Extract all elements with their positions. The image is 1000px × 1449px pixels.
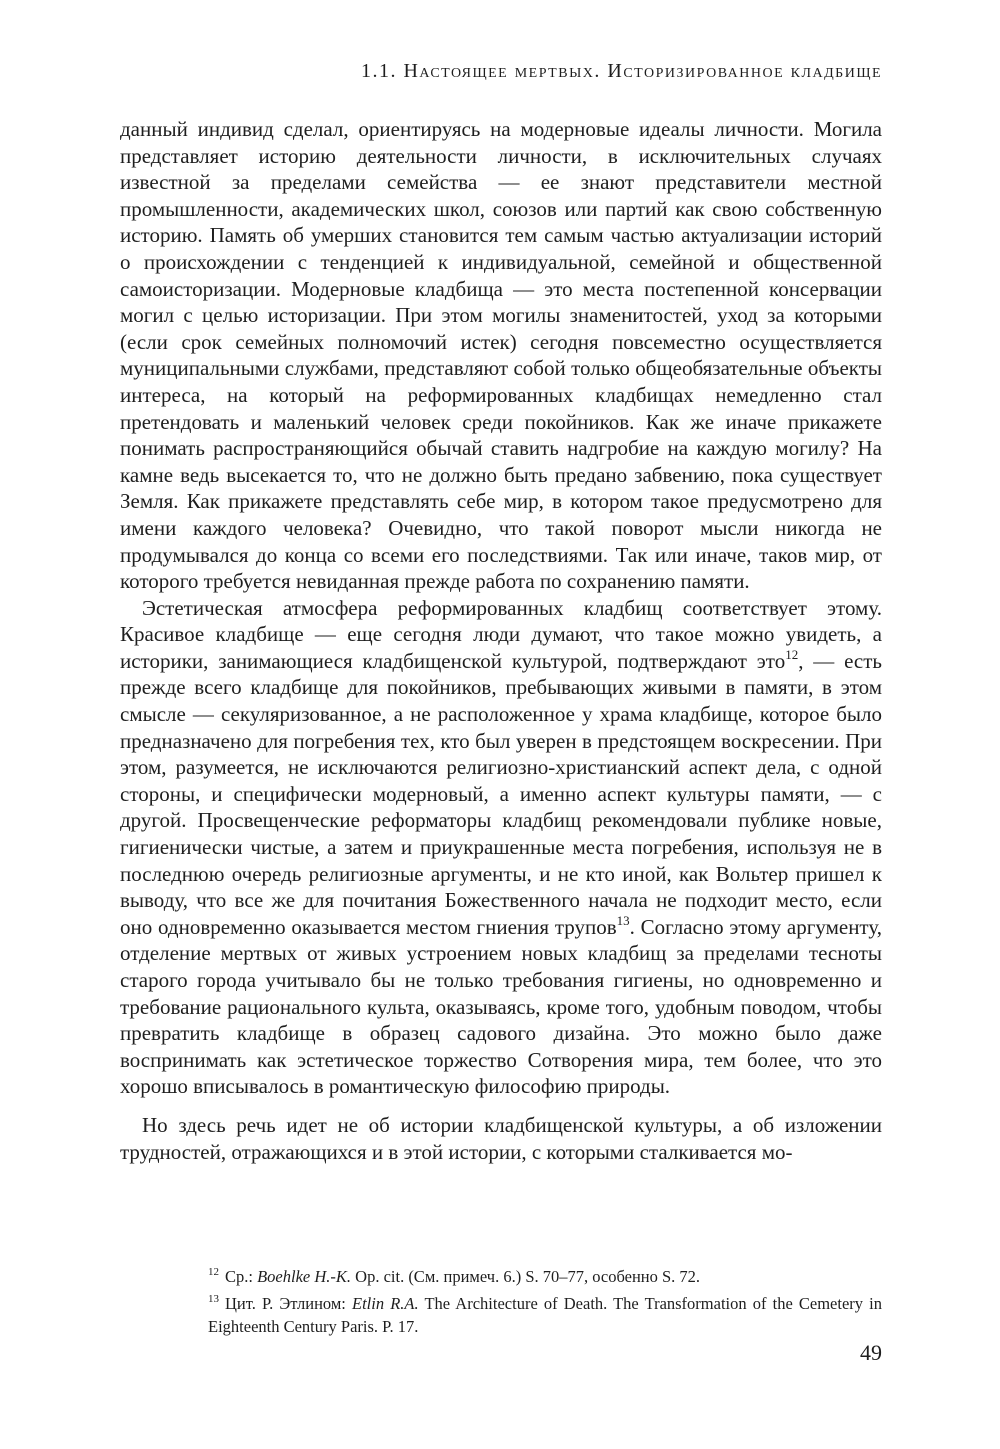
footnote-ref-12[interactable]: 12 <box>785 646 799 662</box>
footnote-author: Etlin R.A. <box>352 1294 419 1313</box>
footnote-text: The Architecture of Death. The Transformation of the Cemetery in Eighteenth Century Paris. P. 17. <box>208 1294 882 1336</box>
paragraph-1: данный индивид сделал, ориентируясь на модерновые идеалы личности. Могила представляет историю деятельности личности, в исключительных случаях известной за пределами семейства — ее знают представители местной промышленности, академических школ, союзов или партий как свою собственную историю. Память об умерших становится тем самым частью актуализации историй о происхождении с тенденцией к индивидуальной, семейной и общественной самоисторизации. Модерновые кладбища — это места постепенной консервации могил с целью историзации. При этом могилы знаменитостей, уход за которыми (если срок семейных полномочий истек) сегодня повсеместно осуществляется муниципальными службами, представляют собой только общеобязательные объекты интереса, на который на реформированных кладбищах немедленно стал претендовать и маленький человек среди покойников. Как же иначе прикажете понимать распространяющийся обычай ставить надгробие на каждую могилу? На камне ведь высекается то, что не должно быть предано забвению, пока существует Земля. Как прикажете представлять себе мир, в котором такое предусмотрено для имени каждого человека? Очевидно, что такой поворот мысли никогда не продумывался до конца со всеми его последствиями. Так или иначе, таков мир, от которого требуется невиданная прежде работа по сохранению памяти. <box>120 117 882 594</box>
paragraph-2-part-b: , — есть прежде всего кладбище для покойников, пребывающих живыми в памяти, в этом смысле — секуляризованное, а не расположенное у храма кладбище, которое было предназначено для погребения тех, кто был уверен в предстоящем воскресении. При этом, разумеется, не исключаются религиозно-христианский аспект дела, с одной стороны, и специфически модерновый, а именно аспект культуры памяти, — с другой. Просвещенческие реформаторы кладбищ рекомендовали публике новые, гигиенически чистые, а затем и приукрашенные места погребения, используя не в последнюю очередь религиозные аргументы, и не кто иной, как Вольтер пришел к выводу, что все же для почитания Божественного начала не подходит место, если оно одновременно оказывается местом гниения трупов <box>120 648 882 939</box>
footnote-12 <box>208 1265 882 1288</box>
main-text <box>120 116 882 1165</box>
footnote-author: Boehlke H.-K. <box>257 1267 352 1286</box>
paragraph-2-part-c: . Согласно этому аргументу, отделение мертвых от живых устроением новых кладбищ за пределами тесноты старого города учитывало бы не только требования гигиены, но одновременно и требование рационального культа, оказываясь, кроме того, удобным поводом, чтобы превратить кладбище в образец садового дизайна. Это можно было даже воспринимать как эстетическое торжество Сотворения мира, тем более, что это хорошо вписывалось в романтическую философию природы. <box>120 914 882 1099</box>
footnote-13 <box>208 1292 882 1338</box>
footnotes <box>208 1265 882 1342</box>
page-number: 49 <box>860 1340 882 1365</box>
running-header: 1.1. Настоящее мертвых. Историзированное кладбище <box>360 60 882 82</box>
footnote-text: Op. cit. (См. примеч. 6.) S. 70–77, особенно S. 72. <box>351 1267 701 1286</box>
footnote-mark: 13 <box>208 1293 219 1305</box>
footnote-mark: 12 <box>208 1266 219 1278</box>
paragraph-3: Но здесь речь идет не об истории кладбищенской культуры, а об изложении трудностей, отражающихся и в этой истории, с которыми сталкивается мо- <box>120 1112 882 1164</box>
footnote-ref-13[interactable]: 13 <box>616 912 630 928</box>
paragraph-2 <box>120 595 882 1100</box>
footnote-prefix: Ср.: <box>225 1267 258 1286</box>
paragraph-2-part-a: Эстетическая атмосфера реформированных кладбищ соответствует этому. Красивое кладбище — еще сегодня люди думают, что такое можно увидеть, а историки, занимающиеся кладбищенской культурой, подтверждают это <box>120 595 882 673</box>
footnote-prefix: Цит. Р. Этлином: <box>225 1294 352 1313</box>
